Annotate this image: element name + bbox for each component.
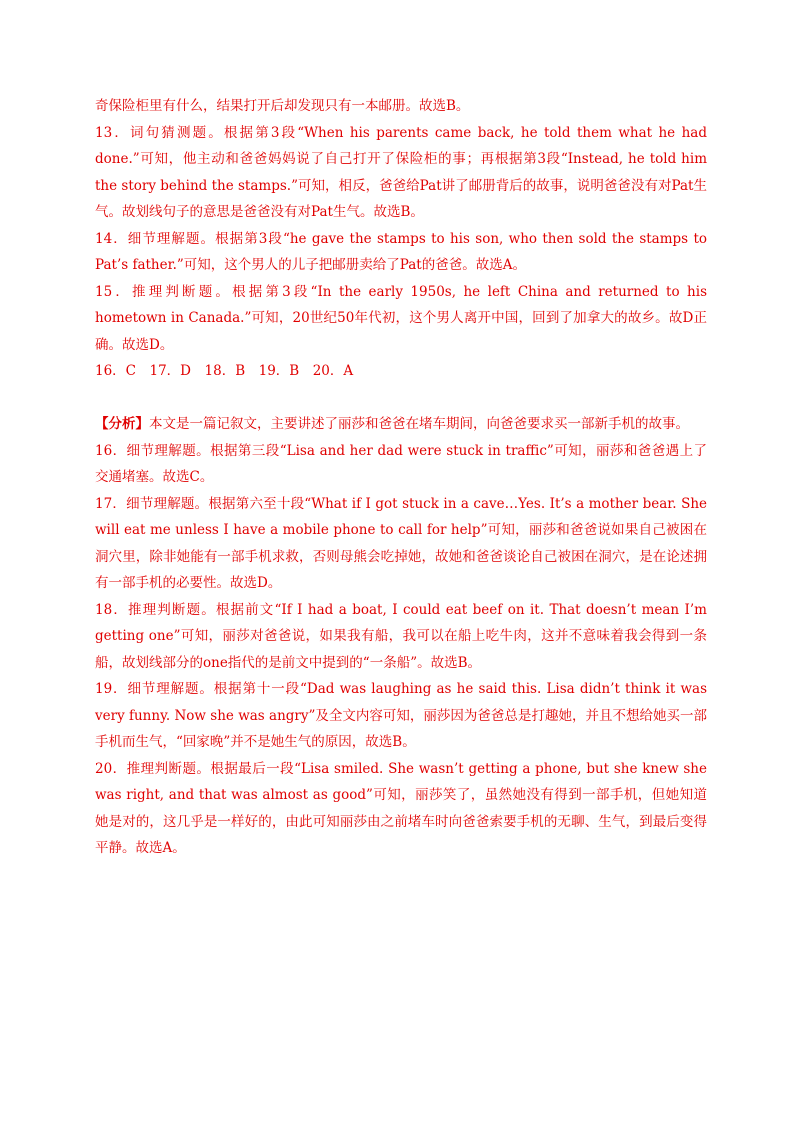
analysis-summary-text: 本文是一篇记叙文，主要讲述了丽莎和爸爸在堵车期间，向爸爸要求买一部新手机的故事。	[149, 416, 689, 432]
paragraph-16: 16．细节理解题。根据第三段“Lisa and her dad were stuck in traffic”可知，丽莎和爸爸遇上了交通堵塞。故选C。	[95, 442, 707, 485]
paragraph-12-tail: 奇保险柜里有什么，结果打开后却发现只有一本邮册。故选B。	[95, 98, 470, 114]
paragraph-14: 14．细节理解题。根据第3段“he gave the stamps to his son, who then sold the stamps to Pat’s father.”可知，这个男人的儿子把邮册卖给了Pat的爸爸。故选A。	[95, 230, 707, 273]
paragraph-19: 19．细节理解题。根据第十一段“Dad was laughing as he said this. Lisa didn’t think it was very funny. Now she was angry”及全文内容可知，丽莎因为爸爸总是打趣她，并且不想给她买一部手机而生气，“回家晚”并不是她生气的原因，故选B。	[95, 681, 707, 750]
paragraph-18: 18．推理判断题。根据前文“If I had a boat, I could eat beef on it. That doesn’t mean I’m getting one”可知，丽莎对爸爸说，如果我有船，我可以在船上吃牛肉，这并不意味着我会得到一条船，故划线部分的one指代的是前文中提到的“一条船”。故选B。	[95, 601, 707, 671]
analysis-label: 【分析】	[95, 416, 149, 432]
answer-analysis-text	[95, 93, 707, 862]
answer-key-16-20: 16．C 17．D 18．B 19．B 20．A	[95, 363, 354, 379]
analysis-summary	[95, 411, 707, 438]
paragraph-15: 15．推理判断题。根据第3段“In the early 1950s, he left China and returned to his hometown in Canada.”可知，20世纪50年代初，这个男人离开中国，回到了加拿大的故乡。故D正确。故选D。	[95, 283, 707, 353]
paragraph-20: 20．推理判断题。根据最后一段“Lisa smiled. She wasn’t getting a phone, but she knew she was right, and that was almost as good”可知，丽莎笑了，虽然她没有得到一部手机，但她知道她是对的，这几乎是一样好的，由此可知丽莎由之前堵车时向爸爸索要手机的无聊、生气，到最后变得平静。故选A。	[95, 760, 707, 856]
paragraph-gap	[95, 385, 707, 412]
paragraph-13: 13．词句猜测题。根据第3段“When his parents came back, he told them what he had done.”可知，他主动和爸爸妈妈说了自己打开了保险柜的事；再根据第3段“Instead, he told him the story behind the stamps.”可知，相反，爸爸给Pat讲了邮册背后的故事，说明爸爸没有对Pat生气。故划线句子的意思是爸爸没有对Pat生气。故选B。	[95, 124, 707, 220]
paragraph-17: 17．细节理解题。根据第六至十段“What if I got stuck in a cave…Yes. It’s a mother bear. She will eat me unless I have a mobile phone to call for help”可知，丽莎和爸爸说如果自己被困在洞穴里，除非她能有一部手机求救，否则母熊会吃掉她，故她和爸爸谈论自己被困在洞穴，是在论述拥有一部手机的必要性。故选D。	[95, 495, 707, 591]
